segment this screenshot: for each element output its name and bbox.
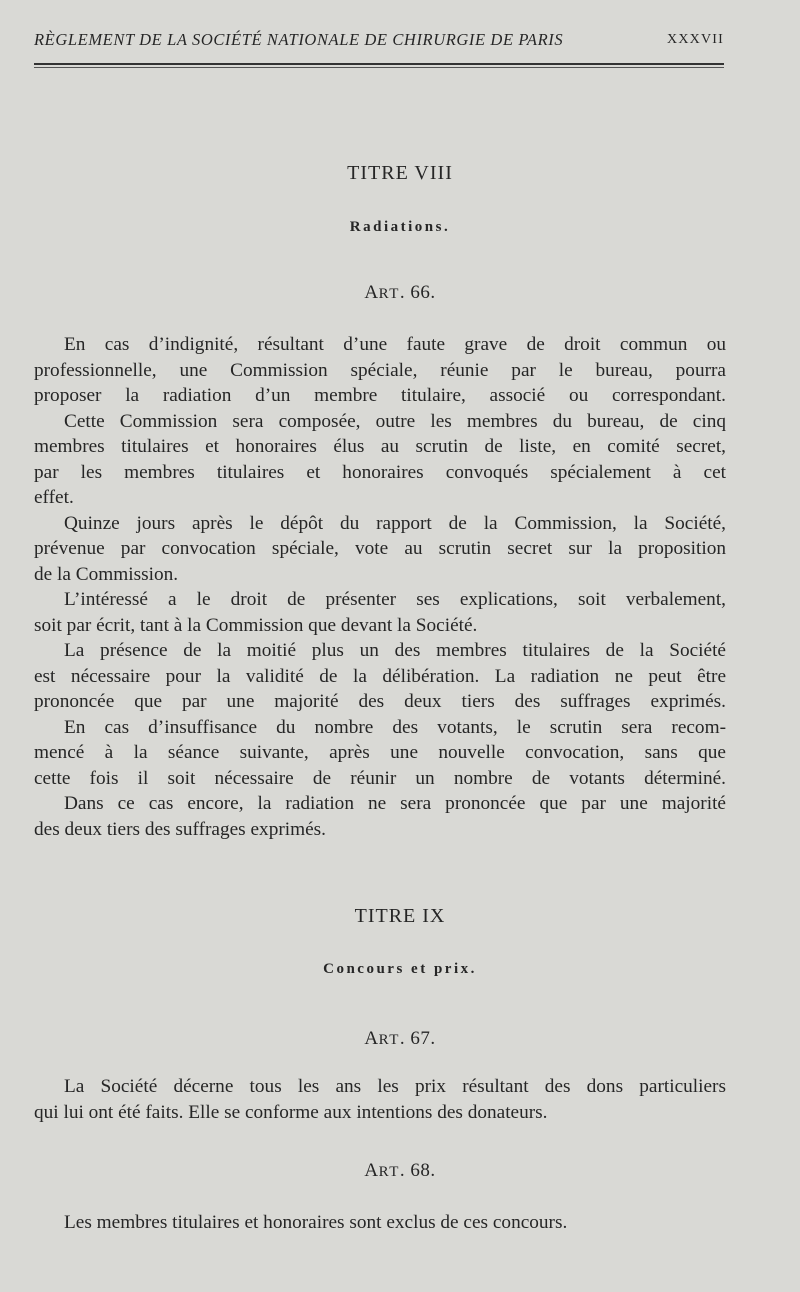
paragraph-line: En cas d’indignité, résultant d’une faute grave de droit commun ou xyxy=(64,334,726,355)
paragraph-line: cette fois il soit nécessaire de réunir un nombre de votants déterminé. xyxy=(34,767,726,789)
paragraph-line: La Société décerne tous les ans les prix résultant des dons particuliers xyxy=(64,1076,726,1097)
paragraph-line: Les membres titulaires et honoraires sont exclus de ces concours. xyxy=(64,1212,568,1233)
header-rule-thin xyxy=(34,67,724,68)
paragraph-line: mencé à la séance suivante, après une nouvelle convocation, sans que xyxy=(34,742,726,763)
page-folio: XXXVII xyxy=(667,32,724,47)
titre-8-subtitle: Radiations. xyxy=(349,219,451,235)
paragraph-line: prononcée que par une majorité des deux tiers des suffrages exprimés. xyxy=(34,691,726,712)
paragraph-line: est nécessaire pour la validité de la délibération. La radiation ne peut être xyxy=(34,665,726,687)
header-rule xyxy=(34,63,724,65)
paragraph-line: par les membres titulaires et honoraires convoqués spécialement à cet xyxy=(34,461,726,483)
paragraph-line: En cas d’insuffisance du nombre des votants, le scrutin sera recom- xyxy=(64,716,726,738)
paragraph-line: des deux tiers des suffrages exprimés. xyxy=(34,818,326,840)
paragraph-line: La présence de la moitié plus un des membres titulaires de la Société xyxy=(64,640,726,661)
paragraph-line: professionnelle, une Commission spéciale, réunie par le bureau, pourra xyxy=(34,359,726,381)
paragraph-line: qui lui ont été faits. Elle se conforme aux intentions des donateurs. xyxy=(34,1101,548,1123)
running-title: RÈGLEMENT DE LA SOCIÉTÉ NATIONALE DE CHIRURGIE DE PARIS xyxy=(34,30,564,49)
article-68-label: ART. 68. xyxy=(364,1160,436,1181)
running-head xyxy=(34,30,724,50)
paragraph-line: soit par écrit, tant à la Commission que devant la Société. xyxy=(34,614,478,636)
article-66-label: ART. 66. xyxy=(364,282,436,303)
paragraph-line: membres titulaires et honoraires élus au scrutin de liste, en comité secret, xyxy=(34,436,726,457)
paragraph-line: prévenue par convocation spéciale, vote au scrutin secret sur la proposition xyxy=(34,538,726,559)
article-67-label: ART. 67. xyxy=(364,1028,436,1049)
paragraph-line: Quinze jours après le dépôt du rapport de la Commission, la Société, xyxy=(64,512,726,534)
titre-8-heading: TITRE VIII xyxy=(347,162,453,184)
paragraph-line: Cette Commission sera composée, outre les membres du bureau, de cinq xyxy=(64,410,726,432)
paragraph-line: proposer la radiation d’un membre titulaire, associé ou correspondant. xyxy=(34,385,726,406)
paragraph-line: effet. xyxy=(34,487,74,508)
paragraph-line: de la Commission. xyxy=(34,563,179,585)
paragraph-line: Dans ce cas encore, la radiation ne sera prononcée que par une majorité xyxy=(64,793,726,814)
titre-9-subtitle: Concours et prix. xyxy=(323,961,477,977)
titre-9-heading: TITRE IX xyxy=(354,905,446,927)
paragraph-line: L’intéressé a le droit de présenter ses explications, soit verbalement, xyxy=(64,589,726,610)
